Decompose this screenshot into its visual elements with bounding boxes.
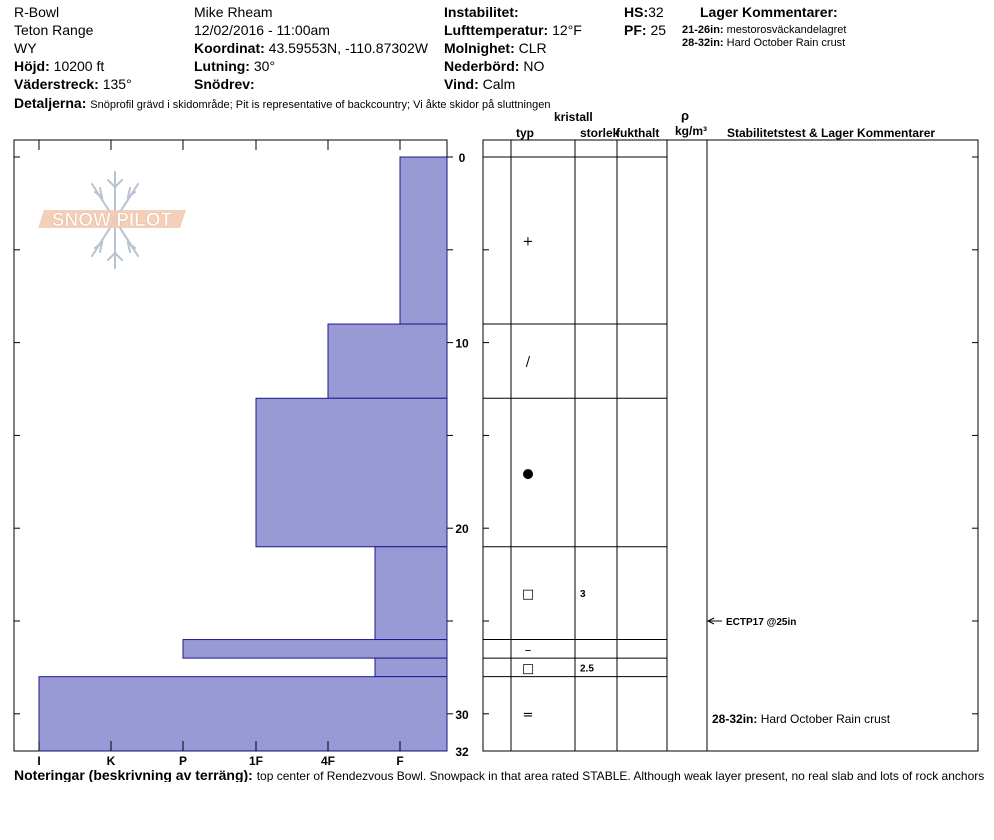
coord-value: 43.59553N, -110.87302W <box>268 40 428 56</box>
col-moisture: fukthalt <box>616 126 660 140</box>
hardness-tick-label: F <box>396 754 404 768</box>
stability-test-label: ECTP17 @25in <box>726 617 797 628</box>
aspect-value: 135° <box>102 76 132 92</box>
elevation-value: 10200 ft <box>53 58 105 74</box>
sky-value: CLR <box>518 40 547 56</box>
hardness-bar <box>375 658 447 677</box>
details-text: Snöprofil grävd i skidområde; Pit is representative of backcountry; Vi åkte skidor på sluttningen <box>90 99 551 111</box>
hardness-tick-label: 1F <box>248 754 264 768</box>
wind-label: Vind: <box>444 76 479 92</box>
grain-size: 3 <box>580 589 586 601</box>
layer-comment-2-text: Hard October Rain crust <box>726 37 846 49</box>
slope-value: 30° <box>253 58 276 74</box>
bottom-layer-comment <box>712 713 890 725</box>
hardness-bar <box>328 324 447 398</box>
hardness-bar <box>39 677 447 751</box>
col-density-unit: kg/m³ <box>675 124 708 138</box>
hardness-bars <box>39 157 447 751</box>
depth-tick-label: 10 <box>455 336 469 351</box>
hardness-bar <box>256 398 447 546</box>
layer-comment-2-range: 28-32in: <box>682 37 724 49</box>
state: WY <box>14 40 37 56</box>
observer: Mike Rheam <box>194 4 273 20</box>
logo-text: SNOW PILOT <box>51 210 173 231</box>
depth-tick-label: 0 <box>458 151 466 165</box>
depth-tick-label: 30 <box>455 707 469 722</box>
range: Teton Range <box>14 22 94 38</box>
precip-value: NO <box>523 58 545 74</box>
coord-label: Koordinat: <box>194 40 265 56</box>
notes <box>14 768 994 782</box>
col-stability: Stabilitetstest & Lager Kommentarer <box>727 126 936 140</box>
grain-size: 2.5 <box>580 663 594 675</box>
pf-value: 25 <box>650 22 667 38</box>
hardness-tick-label: P <box>178 754 188 768</box>
col-type: typ <box>516 126 534 140</box>
grain-table-frame <box>483 140 978 751</box>
layer-comments-title: Lager Kommentarer: <box>700 4 838 20</box>
stability-depth-ticks <box>483 157 978 714</box>
notes-label: Noteringar (beskrivning av terräng): <box>14 768 253 782</box>
hs-value: 32 <box>648 4 664 20</box>
aspect-label: Väderstreck: <box>14 76 99 92</box>
grain-type-symbol: = <box>522 707 534 723</box>
grain-type-symbol: – <box>524 642 532 658</box>
col-size: storlek <box>580 126 620 140</box>
drift-label: Snödrev: <box>194 76 255 92</box>
wind-value: Calm <box>482 76 516 92</box>
datetime: 12/02/2016 - 11:00am <box>194 22 330 38</box>
grain-type-symbol: / <box>525 355 531 371</box>
grain-type-symbol: □ <box>521 587 535 603</box>
sky-label: Molnighet: <box>444 40 515 56</box>
grain-type-symbol: + <box>522 234 534 250</box>
notes-text: top center of Rendezvous Bowl. Snowpack in that area rated STABLE. Although weak layer present, no real slab and lots of rock anchors <box>256 769 985 782</box>
elevation-label: Höjd: <box>14 58 50 74</box>
layer-comment-1-range: 21-26in: <box>682 24 724 36</box>
stability-test-marker <box>708 617 796 628</box>
hardness-tick-label: K <box>106 754 116 768</box>
col-rho: ρ <box>681 108 690 123</box>
details-label: Detaljerna: <box>14 95 87 111</box>
hardness-tick-label: 4F <box>320 754 336 768</box>
hardness-bar <box>375 547 447 640</box>
depth-tick-label: 20 <box>455 522 469 537</box>
pf-label: PF: <box>624 22 647 38</box>
location: R-Bowl <box>14 4 60 20</box>
col-crystal: kristall <box>554 110 593 124</box>
hs-label: HS: <box>624 4 649 20</box>
hardness-bar <box>183 640 447 659</box>
grain-type-symbol: □ <box>521 661 535 677</box>
layer-comment-1-text: mestorosväckandelagret <box>726 24 847 36</box>
bottom-comment-range: 28-32in: <box>712 712 758 726</box>
depth-tick-label: 32 <box>455 745 469 759</box>
grain-type-symbol: ● <box>522 466 534 482</box>
slope-label: Lutning: <box>194 58 250 74</box>
bottom-comment-text: Hard October Rain crust <box>760 712 891 726</box>
precip-label: Nederbörd: <box>444 58 520 74</box>
airtemp-label: Lufttemperatur: <box>444 22 549 38</box>
instability-label: Instabilitet: <box>444 4 519 20</box>
airtemp-value: 12°F <box>552 22 582 38</box>
hardness-bar <box>400 157 447 324</box>
hardness-tick-label: I <box>37 754 41 768</box>
